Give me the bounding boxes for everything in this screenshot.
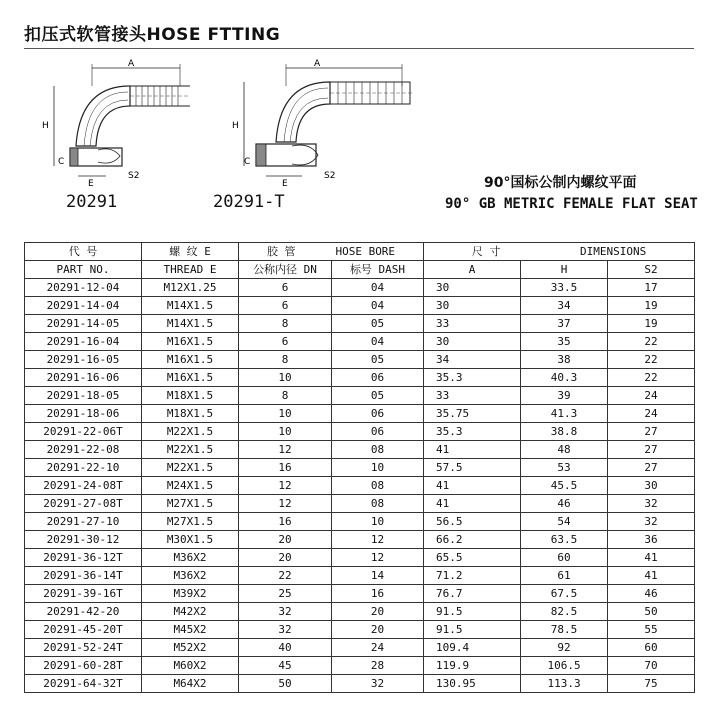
drawing-label-20291-t: 20291-T (213, 192, 285, 212)
cell-part-no: 20291-16-06 (25, 369, 142, 387)
cell-thread: M18X1.5 (142, 405, 239, 423)
cell-dim-h: 33.5 (521, 279, 608, 297)
cell-dim-s2: 17 (608, 279, 695, 297)
dim-s2-label-t: S2 (324, 171, 336, 181)
header-thread-cn: 螺 纹 E (142, 243, 239, 261)
header-thread-en: THREAD E (142, 261, 239, 279)
cell-dn: 10 (239, 405, 332, 423)
dim-c-label-t: C (244, 157, 251, 167)
cell-thread: M36X2 (142, 567, 239, 585)
cell-dim-a: 130.95 (424, 675, 521, 693)
header-a: A (424, 261, 521, 279)
cell-thread: M22X1.5 (142, 423, 239, 441)
header-dn: 公称内径 DN (239, 261, 332, 279)
dim-a-label-t: A (314, 59, 321, 69)
cell-dim-h: 60 (521, 549, 608, 567)
cell-dim-s2: 55 (608, 621, 695, 639)
cell-part-no: 20291-27-08T (25, 495, 142, 513)
cell-dim-s2: 19 (608, 315, 695, 333)
cell-dim-s2: 36 (608, 531, 695, 549)
table-row (25, 405, 695, 423)
cell-thread: M12X1.25 (142, 279, 239, 297)
cell-dn: 45 (239, 657, 332, 675)
cell-dim-a: 66.2 (424, 531, 521, 549)
cell-dash: 28 (332, 657, 424, 675)
cell-dn: 40 (239, 639, 332, 657)
table-row (25, 675, 695, 693)
cell-dash: 06 (332, 369, 424, 387)
cell-dim-a: 76.7 (424, 585, 521, 603)
cell-dim-s2: 30 (608, 477, 695, 495)
table-row (25, 369, 695, 387)
cell-part-no: 20291-12-04 (25, 279, 142, 297)
header-bore-en: HOSE BORE (335, 245, 396, 258)
cell-dim-h: 38 (521, 351, 608, 369)
cell-dim-h: 34 (521, 297, 608, 315)
cell-thread: M64X2 (142, 675, 239, 693)
cell-part-no: 20291-36-14T (25, 567, 142, 585)
cell-dash: 16 (332, 585, 424, 603)
cell-dim-s2: 27 (608, 423, 695, 441)
cell-dim-h: 40.3 (521, 369, 608, 387)
cell-dim-s2: 46 (608, 585, 695, 603)
cell-dash: 08 (332, 495, 424, 513)
cell-dn: 16 (239, 513, 332, 531)
cell-dn: 32 (239, 603, 332, 621)
table-header-row-1 (25, 243, 695, 261)
table-row (25, 441, 695, 459)
cell-dash: 08 (332, 441, 424, 459)
cell-part-no: 20291-52-24T (25, 639, 142, 657)
dim-e-label-t: E (282, 179, 288, 186)
header-part-cn: 代 号 (25, 243, 142, 261)
table-row (25, 297, 695, 315)
cell-dim-a: 91.5 (424, 603, 521, 621)
table-row (25, 387, 695, 405)
cell-part-no: 20291-14-05 (25, 315, 142, 333)
cell-dash: 24 (332, 639, 424, 657)
cell-dash: 05 (332, 315, 424, 333)
cell-dim-h: 113.3 (521, 675, 608, 693)
cell-dim-h: 45.5 (521, 477, 608, 495)
header-dimensions (424, 243, 695, 261)
cell-dn: 12 (239, 441, 332, 459)
cell-thread: M22X1.5 (142, 459, 239, 477)
cell-thread: M22X1.5 (142, 441, 239, 459)
cell-dash: 12 (332, 549, 424, 567)
cell-dim-s2: 60 (608, 639, 695, 657)
table-row (25, 585, 695, 603)
cell-thread: M16X1.5 (142, 369, 239, 387)
table-row (25, 333, 695, 351)
cell-part-no: 20291-22-06T (25, 423, 142, 441)
cell-part-no: 20291-14-04 (25, 297, 142, 315)
dim-h-label: H (42, 121, 49, 131)
cell-thread: M14X1.5 (142, 297, 239, 315)
cell-part-no: 20291-39-16T (25, 585, 142, 603)
cell-dim-a: 41 (424, 441, 521, 459)
cell-dn: 10 (239, 369, 332, 387)
cell-dn: 12 (239, 495, 332, 513)
table-row (25, 531, 695, 549)
dim-s2-label: S2 (128, 171, 140, 181)
cell-dash: 10 (332, 513, 424, 531)
header-bore (239, 243, 424, 261)
cell-dash: 32 (332, 675, 424, 693)
cell-thread: M36X2 (142, 549, 239, 567)
table-row (25, 621, 695, 639)
cell-thread: M60X2 (142, 657, 239, 675)
cell-dim-h: 92 (521, 639, 608, 657)
table-body (25, 279, 695, 693)
cell-thread: M14X1.5 (142, 315, 239, 333)
cell-dash: 12 (332, 531, 424, 549)
cell-dim-s2: 22 (608, 351, 695, 369)
cell-dim-s2: 19 (608, 297, 695, 315)
cell-part-no: 20291-45-20T (25, 621, 142, 639)
header-dim-cn: 尺 寸 (471, 245, 501, 258)
cell-dim-s2: 22 (608, 369, 695, 387)
cell-thread: M30X1.5 (142, 531, 239, 549)
cell-dim-s2: 41 (608, 567, 695, 585)
cell-part-no: 20291-16-05 (25, 351, 142, 369)
cell-dim-s2: 41 (608, 549, 695, 567)
cell-dash: 14 (332, 567, 424, 585)
cell-thread: M27X1.5 (142, 513, 239, 531)
fitting-drawing-20291 (40, 56, 190, 186)
table-row (25, 495, 695, 513)
cell-dim-s2: 50 (608, 603, 695, 621)
header-h: H (521, 261, 608, 279)
cell-dim-a: 91.5 (424, 621, 521, 639)
cell-dash: 10 (332, 459, 424, 477)
cell-dn: 20 (239, 549, 332, 567)
table-row (25, 657, 695, 675)
cell-dim-a: 65.5 (424, 549, 521, 567)
cell-dim-a: 30 (424, 279, 521, 297)
cell-dn: 8 (239, 315, 332, 333)
cell-dn: 8 (239, 387, 332, 405)
cell-dim-s2: 32 (608, 513, 695, 531)
description-cn: 90°国标公制内螺纹平面 (484, 175, 637, 191)
table-row (25, 279, 695, 297)
cell-dash: 04 (332, 297, 424, 315)
cell-dim-s2: 24 (608, 405, 695, 423)
cell-dim-h: 54 (521, 513, 608, 531)
cell-dim-h: 37 (521, 315, 608, 333)
cell-dash: 06 (332, 423, 424, 441)
cell-dn: 32 (239, 621, 332, 639)
cell-dim-h: 63.5 (521, 531, 608, 549)
cell-dash: 20 (332, 621, 424, 639)
cell-dim-h: 39 (521, 387, 608, 405)
table-row (25, 603, 695, 621)
cell-part-no: 20291-30-12 (25, 531, 142, 549)
cell-dim-a: 30 (424, 333, 521, 351)
cell-part-no: 20291-22-08 (25, 441, 142, 459)
header-dim-en: DIMENSIONS (580, 245, 647, 258)
cell-dn: 6 (239, 333, 332, 351)
cell-dim-h: 78.5 (521, 621, 608, 639)
cell-dim-h: 53 (521, 459, 608, 477)
cell-dim-a: 34 (424, 351, 521, 369)
table-row (25, 423, 695, 441)
cell-dim-s2: 32 (608, 495, 695, 513)
cell-part-no: 20291-24-08T (25, 477, 142, 495)
cell-dim-s2: 70 (608, 657, 695, 675)
dim-e-label: E (88, 179, 94, 186)
cell-dim-h: 48 (521, 441, 608, 459)
cell-dim-h: 61 (521, 567, 608, 585)
title-divider (24, 48, 694, 49)
cell-dim-s2: 24 (608, 387, 695, 405)
cell-part-no: 20291-18-05 (25, 387, 142, 405)
fitting-spec-table (24, 242, 695, 693)
cell-part-no: 20291-64-32T (25, 675, 142, 693)
cell-dim-s2: 75 (608, 675, 695, 693)
table-row (25, 513, 695, 531)
cell-dim-a: 33 (424, 315, 521, 333)
cell-dim-a: 41 (424, 495, 521, 513)
fitting-drawing-20291-t (230, 56, 420, 186)
cell-dn: 20 (239, 531, 332, 549)
cell-dim-a: 109.4 (424, 639, 521, 657)
cell-dim-a: 35.3 (424, 423, 521, 441)
description-en: 90° GB METRIC FEMALE FLAT SEAT (445, 196, 698, 212)
cell-dim-h: 35 (521, 333, 608, 351)
cell-thread: M27X1.5 (142, 495, 239, 513)
cell-part-no: 20291-18-06 (25, 405, 142, 423)
table-header-row-2 (25, 261, 695, 279)
cell-dash: 20 (332, 603, 424, 621)
cell-dim-h: 41.3 (521, 405, 608, 423)
cell-dim-a: 33 (424, 387, 521, 405)
cell-thread: M42X2 (142, 603, 239, 621)
cell-dim-s2: 27 (608, 441, 695, 459)
cell-dim-a: 71.2 (424, 567, 521, 585)
table-row (25, 315, 695, 333)
cell-thread: M39X2 (142, 585, 239, 603)
header-s2: S2 (608, 261, 695, 279)
cell-thread: M16X1.5 (142, 333, 239, 351)
cell-thread: M52X2 (142, 639, 239, 657)
cell-dash: 05 (332, 387, 424, 405)
cell-dash: 04 (332, 279, 424, 297)
table-row (25, 477, 695, 495)
cell-dim-h: 82.5 (521, 603, 608, 621)
header-part-en: PART NO. (25, 261, 142, 279)
cell-dim-a: 119.9 (424, 657, 521, 675)
dim-a-label: A (128, 59, 135, 69)
cell-dn: 25 (239, 585, 332, 603)
cell-part-no: 20291-42-20 (25, 603, 142, 621)
cell-thread: M45X2 (142, 621, 239, 639)
cell-dim-h: 38.8 (521, 423, 608, 441)
cell-dim-h: 46 (521, 495, 608, 513)
cell-part-no: 20291-36-12T (25, 549, 142, 567)
header-bore-cn: 胶 管 (266, 245, 296, 258)
cell-thread: M18X1.5 (142, 387, 239, 405)
cell-dim-a: 56.5 (424, 513, 521, 531)
cell-dim-h: 67.5 (521, 585, 608, 603)
page-title: 扣压式软管接头HOSE FTTING (24, 25, 281, 45)
dim-h-label-t: H (232, 121, 239, 131)
cell-part-no: 20291-16-04 (25, 333, 142, 351)
cell-dash: 08 (332, 477, 424, 495)
cell-dn: 6 (239, 297, 332, 315)
cell-part-no: 20291-22-10 (25, 459, 142, 477)
cell-dim-s2: 22 (608, 333, 695, 351)
table-row (25, 549, 695, 567)
cell-dim-a: 41 (424, 477, 521, 495)
cell-dash: 06 (332, 405, 424, 423)
cell-dim-h: 106.5 (521, 657, 608, 675)
table-row (25, 351, 695, 369)
header-dash: 标号 DASH (332, 261, 424, 279)
cell-dim-a: 30 (424, 297, 521, 315)
cell-dash: 04 (332, 333, 424, 351)
drawing-label-20291: 20291 (66, 192, 118, 212)
cell-thread: M16X1.5 (142, 351, 239, 369)
cell-dim-a: 35.75 (424, 405, 521, 423)
cell-thread: M24X1.5 (142, 477, 239, 495)
cell-dn: 12 (239, 477, 332, 495)
cell-part-no: 20291-60-28T (25, 657, 142, 675)
cell-dn: 10 (239, 423, 332, 441)
cell-dim-a: 35.3 (424, 369, 521, 387)
cell-dn: 50 (239, 675, 332, 693)
dim-c-label: C (58, 157, 65, 167)
table-row (25, 459, 695, 477)
table-row (25, 567, 695, 585)
cell-dim-s2: 27 (608, 459, 695, 477)
cell-dn: 16 (239, 459, 332, 477)
cell-dn: 6 (239, 279, 332, 297)
cell-dn: 22 (239, 567, 332, 585)
cell-dash: 05 (332, 351, 424, 369)
cell-dn: 8 (239, 351, 332, 369)
table-row (25, 639, 695, 657)
cell-dim-a: 57.5 (424, 459, 521, 477)
cell-part-no: 20291-27-10 (25, 513, 142, 531)
